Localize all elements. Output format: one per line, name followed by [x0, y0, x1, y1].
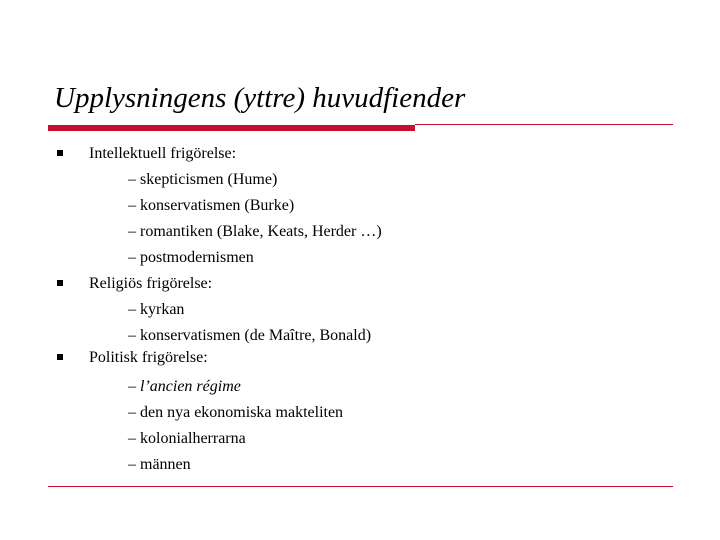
item-text: l’ancien régime — [140, 378, 241, 395]
footer-divider — [48, 486, 673, 487]
list-item — [128, 374, 241, 400]
dash-prefix: – — [128, 430, 140, 447]
dash-prefix: – — [128, 223, 140, 240]
section-heading: Politisk frigörelse: — [89, 349, 208, 366]
section-heading: Intellektuell frigörelse: — [89, 145, 237, 162]
list-item — [128, 219, 382, 245]
item-text: den nya ekonomiska makteliten — [140, 404, 344, 421]
item-text: konservatismen (de Maître, Bonald) — [140, 327, 372, 344]
bullet-square-icon — [57, 280, 63, 286]
list-item — [128, 400, 343, 426]
dash-prefix: – — [128, 327, 140, 344]
slide-title: Upplysningens (yttre) huvudfiender — [54, 82, 466, 114]
dash-prefix: – — [128, 378, 140, 395]
list-item — [128, 297, 184, 323]
section-heading: Religiös frigörelse: — [89, 275, 213, 292]
list-item — [128, 193, 294, 219]
list-item — [128, 452, 191, 478]
title-underline-thick — [48, 125, 415, 131]
list-item — [128, 245, 254, 271]
dash-prefix: – — [128, 171, 140, 188]
dash-prefix: – — [128, 249, 140, 266]
dash-prefix: – — [128, 404, 140, 421]
dash-prefix: – — [128, 197, 140, 214]
item-text: kyrkan — [140, 301, 185, 318]
item-text: postmodernismen — [140, 249, 254, 266]
dash-prefix: – — [128, 456, 140, 473]
dash-prefix: – — [128, 301, 140, 318]
list-item — [128, 167, 277, 193]
item-text: konservatismen (Burke) — [140, 197, 295, 214]
item-text: kolonialherrarna — [140, 430, 246, 447]
bullet-square-icon — [57, 354, 63, 360]
item-text: romantiken (Blake, Keats, Herder …) — [140, 223, 382, 240]
bullet-square-icon — [57, 150, 63, 156]
list-item — [128, 426, 246, 452]
title-underline-thin — [415, 124, 673, 125]
item-text: männen — [140, 456, 191, 473]
item-text: skepticismen (Hume) — [140, 171, 278, 188]
